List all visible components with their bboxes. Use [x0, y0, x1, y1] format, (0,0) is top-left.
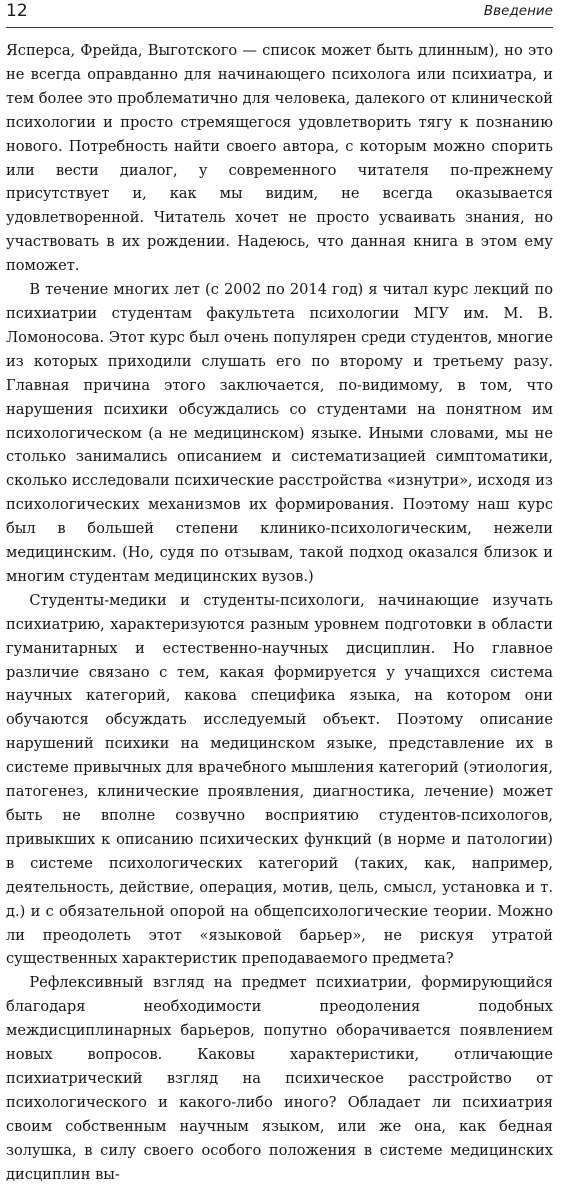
- page-number: 12: [6, 1, 28, 21]
- paragraph: Рефлексивный взгляд на предмет психиатрии, формирующийся благодаря необходимости преодоления подобных междисциплинарных барьеров, попутно оборачивается появлением новых вопросов. Каковы характеристики, отличающие психиатрический взгляд на психическое расстройство от психологического и какого-либо иного? Обладает ли психиатрия своим собственным научным языком, или же она, как бедная золушка, в силу своего особого положения в системе медицинских дисциплин вы-: [6, 974, 553, 1183]
- section-title: Введение: [483, 3, 553, 19]
- paragraph: В течение многих лет (с 2002 по 2014 год) я читал курс лекций по психиатрии студентам факультета психологии МГУ им. М. В. Ломоносова. Этот курс был очень популярен среди студентов, многие из которых приходили слушать его по второму и третьему разу. Главная причина этого заключается, по-видимому, в том, что нарушения психики обсуждались со студентами на понятном им психологическом (а не медицинском) языке. Иными словами, мы не столько занимались описанием и систематизацией симптоматики, сколько исследовали психические расстройства «изнутри», исходя из психологических механизмов их формирования. Поэтому наш курс был в большей степени клинико-психологическим, нежели медицинским. (Но, судя по отзывам, такой подход оказался близок и многим студентам медицинских вузов.): [6, 281, 553, 585]
- paragraph: Ясперса, Фрейда, Выготского — список может быть длинным), но это не всегда оправданно для начинающего психолога или психиатра, и тем более это проблематично для человека, далекого от клинической психологии и просто стремящегося удовлетворить тягу к познанию нового. Потребность найти своего автора, с которым можно спорить или вести диалог, у современного читателя по-прежнему присутствует и, как мы видим, не всегда оказывается удовлетворенной. Читатель хочет не просто усваивать знания, но участвовать в их рождении. Надеюсь, что данная книга в этом ему поможет.: [6, 42, 553, 275]
- body-text: [6, 39, 553, 1187]
- paragraph: Студенты-медики и студенты-психологи, начинающие изучать психиатрию, характеризуются разным уровнем подготовки в области гуманитарных и естественно-научных дисциплин. Но главное различие связано с тем, какая формируется у учащихся система научных категорий, какова специфика языка, на котором они обучаются обсуждать исследуемый объект. Поэтому описание нарушений психики на медицинском языке, представление их в системе привычных для врачебного мышления категорий (этиология, патогенез, клинические проявления, диагностика, лечение) может быть не вполне созвучно восприятию студентов-психологов, привыкших к описанию психических функций (в норме и патологии) в системе психологических категорий (таких, как, например, деятельность, действие, операция, мотив, цель, смысл, установка и т. д.) и с обязательной опорой на общепсихологические теории. Можно ли преодолеть этот «языковой барьер», не рискуя утратой существенных характеристик преподаваемого предмета?: [6, 591, 553, 968]
- running-header: [6, 0, 553, 28]
